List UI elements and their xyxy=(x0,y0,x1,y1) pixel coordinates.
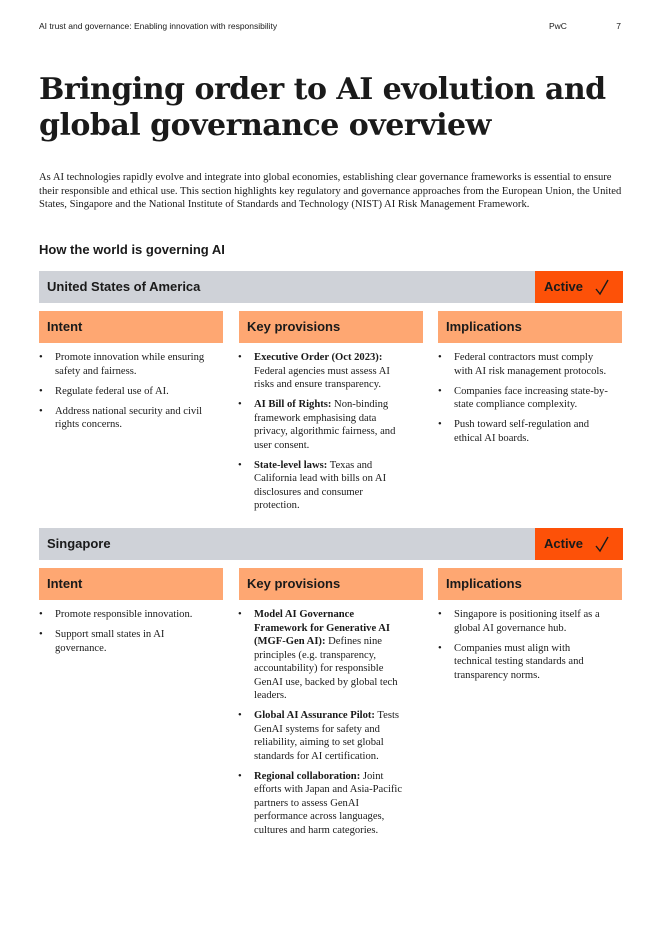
checkmark-icon xyxy=(595,535,609,553)
list-item: • Regulate federal use of AI. xyxy=(39,385,209,399)
region-name: United States of America xyxy=(47,279,201,294)
list-item: • Support small states in AI governance. xyxy=(39,628,209,655)
intro-paragraph: As AI technologies rapidly evolve and integrate into global economies, establishing clear governance frameworks is essential to ensure their responsible and ethical use. This section highlights key regulatory and governance approaches from the European Union, the United States, Singapore and the National Institute of Standards and Technology (NIST) AI Risk Management Framework. xyxy=(39,172,622,210)
list-item: • Global AI Assurance Pilot: Tests GenAI systems for safety and reliability, aiming to set global standards for AI certification. xyxy=(238,709,408,763)
intent-header: Intent xyxy=(39,311,223,343)
list-item: • Companies face increasing state-by-state compliance complexity. xyxy=(438,385,608,412)
column-headers xyxy=(39,311,623,345)
list-item: • Model AI Governance Framework for Generative AI (MGF-Gen AI): Defines nine principles (e.g. transparency, accountability) for responsible GenAI use, backed by global tech leaders. xyxy=(238,608,408,703)
implications-list xyxy=(438,608,608,689)
implications-list xyxy=(438,351,608,452)
intent-list xyxy=(39,351,209,438)
intent-list xyxy=(39,608,209,662)
status-label: Active xyxy=(544,279,584,294)
column-headers xyxy=(39,568,623,602)
provisions-list xyxy=(238,351,408,519)
list-item: • Federal contractors must comply with AI risk management protocols. xyxy=(438,351,608,378)
list-item: • Address national security and civil rights concerns. xyxy=(39,405,209,432)
section-subheading: How the world is governing AI xyxy=(39,242,225,257)
document-title: AI trust and governance: Enabling innovation with responsibility xyxy=(39,21,278,31)
intent-header: Intent xyxy=(39,568,223,600)
list-item: • Singapore is positioning itself as a global AI governance hub. xyxy=(438,608,608,635)
list-item: • State-level laws: Texas and California lead with bills on AI disclosures and consumer protection. xyxy=(238,459,408,513)
status-badge xyxy=(535,528,623,560)
region-usa xyxy=(39,271,623,511)
brand-name: PwC xyxy=(549,21,567,31)
list-item: • AI Bill of Rights: Non-binding framework emphasising data privacy, algorithmic fairness, and user consent. xyxy=(238,398,408,452)
status-label: Active xyxy=(544,536,584,551)
page-number: 7 xyxy=(616,21,621,31)
region-name: Singapore xyxy=(47,536,111,551)
implications-header: Implications xyxy=(438,311,622,343)
provisions-list xyxy=(238,608,408,844)
page-title: Bringing order to AI evolution and global governance overview xyxy=(39,72,606,143)
region-bar xyxy=(39,528,623,560)
provisions-header: Key provisions xyxy=(239,311,423,343)
checkmark-icon xyxy=(595,278,609,296)
list-item: • Promote responsible innovation. xyxy=(39,608,209,622)
implications-header: Implications xyxy=(438,568,622,600)
status-badge xyxy=(535,271,623,303)
list-item: • Executive Order (Oct 2023): Federal agencies must assess AI risks and ensure transparency. xyxy=(238,351,408,392)
region-bar xyxy=(39,271,623,303)
list-item: • Regional collaboration: Joint efforts with Japan and Asia-Pacific partners to assess GenAI performance across languages, cultures and harm categories. xyxy=(238,770,408,838)
list-item: • Promote innovation while ensuring safety and fairness. xyxy=(39,351,209,378)
list-item: • Companies must align with technical testing standards and transparency norms. xyxy=(438,642,608,683)
provisions-header: Key provisions xyxy=(239,568,423,600)
running-header xyxy=(39,21,621,33)
list-item: • Push toward self-regulation and ethical AI boards. xyxy=(438,418,608,445)
region-singapore xyxy=(39,528,623,836)
